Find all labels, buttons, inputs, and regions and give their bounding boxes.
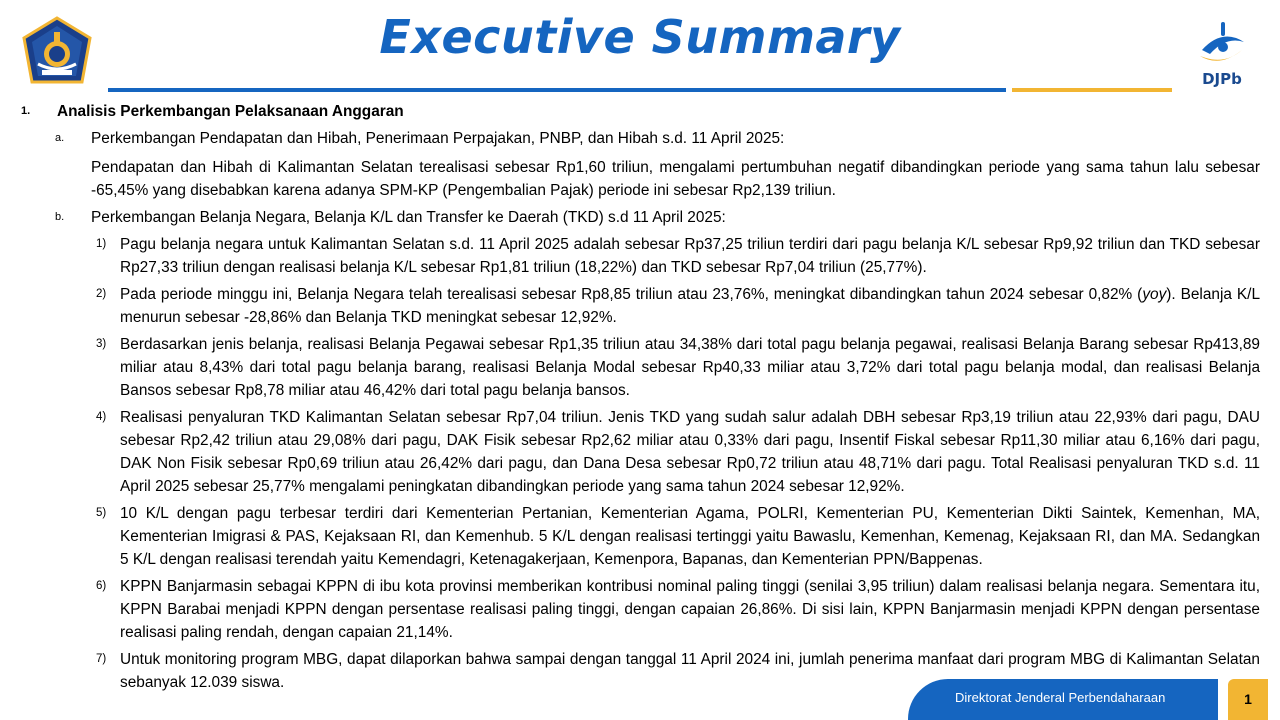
list-item-number: 7) (96, 653, 107, 665)
list-item (0, 575, 1280, 644)
title-underline-gold (1012, 88, 1172, 92)
list-item-text: Untuk monitoring program MBG, dapat dilaporkan bahwa sampai dengan tanggal 11 April 2024 ini, jumlah penerima manfaat dari program MBG di Kalimantan Selatan sebanyak 12.039 siswa. (120, 651, 1260, 691)
section-heading (0, 100, 1280, 123)
list-item-text: Realisasi penyaluran TKD Kalimantan Selatan sebesar Rp7,04 triliun. Jenis TKD yang sudah salur adalah DBH sebesar Rp3,19 triliun atau 22,93% dari pagu, DAU sebesar Rp2,42 triliun atau 29,08% dari pagu, DAK Fisik sebesar Rp2,62 miliar atau 0,33% dari pagu, Insentif Fiskal sebesar Rp11,30 miliar atau 6,16% dari pagu, DAK Non Fisik sebesar Rp0,69 triliun atau 26,42% dari pagu, dan Dana Desa sebesar Rp0,72 triliun atau 48,71% dari pagu. Total Realisasi penyaluran TKD s.d. 11 April 2025 sebesar 25,77% mengalami peningkatan dibandingkan periode yang sama tahun 2024 sebesar 12,92%. (120, 409, 1260, 495)
subsection-a (0, 127, 1280, 150)
list-item-text: Pagu belanja negara untuk Kalimantan Selatan s.d. 11 April 2025 adalah sebesar Rp37,25 triliun terdiri dari pagu belanja K/L sebesar Rp9,92 triliun dan TKD sebesar Rp27,33 triliun dengan realisasi belanja K/L sebesar Rp1,81 triliun (18,22%) dan TKD sebesar Rp7,04 triliun (25,77%). (120, 236, 1260, 276)
subsection-b-marker: b. (55, 211, 65, 223)
list-item-text-part: ). Belanja K/L menurun sebesar -28,86% dan Belanja TKD meningkat sebesar 12,92%. (120, 286, 1260, 326)
subsection-a-heading: Perkembangan Pendapatan dan Hibah, Penerimaan Perpajakan, PNBP, dan Hibah s.d. 11 April 2025: (91, 130, 785, 147)
section-number: 1. (21, 105, 31, 117)
djpb-logo (1192, 20, 1252, 100)
list-item-number: 6) (96, 580, 107, 592)
list-item-number: 3) (96, 338, 107, 350)
title-underline-blue (108, 88, 1006, 92)
list-item (0, 233, 1280, 279)
list-item (0, 333, 1280, 402)
list-item-number: 1) (96, 238, 107, 250)
page-number: 1 (1228, 679, 1268, 720)
djpb-swirl-icon (1192, 20, 1252, 70)
footer-org-name: Direktorat Jenderal Perbendaharaan (955, 690, 1166, 705)
list-item-text: KPPN Banjarmasin sebagai KPPN di ibu kota provinsi memberikan kontribusi nominal paling tinggi (senilai 3,95 triliun) dalam realisasi belanja negara. Sementara itu, KPPN Barabai menjadi KPPN dengan persentase realisasi paling tinggi, dengan capaian 26,86%. Di sisi lain, KPPN Banjarmasin menjadi KPPN dengan persentase realisasi paling rendah, dengan capaian 21,14%. (120, 578, 1260, 641)
list-item (0, 283, 1280, 329)
subsection-b-list (0, 233, 1280, 694)
list-item-text-part: Pada periode minggu ini, Belanja Negara telah terealisasi sebesar Rp8,85 triliun atau 23,76%, meningkat dibandingkan tahun 2024 sebesar 0,82% ( (120, 286, 1143, 303)
list-item-number: 4) (96, 411, 107, 423)
summary-content (0, 100, 1280, 694)
list-item-text: Berdasarkan jenis belanja, realisasi Belanja Pegawai sebesar Rp1,35 triliun atau 34,38% dari total pagu belanja pegawai, realisasi Belanja Barang sebesar Rp413,89 miliar atau 8,43% dari total pagu belanja barang, realisasi Belanja Modal sebesar Rp40,33 miliar atau 3,72% dari total pagu belanja modal, dan realisasi Belanja Bansos sebesar Rp8,78 miliar atau 46,42% dari total pagu belanja bansos. (120, 336, 1260, 399)
section-title: Analisis Perkembangan Pelaksanaan Anggaran (57, 103, 404, 120)
subsection-a-body: Pendapatan dan Hibah di Kalimantan Selatan terealisasi sebesar Rp1,60 triliun, mengalami pertumbuhan negatif dibandingkan periode yang sama tahun lalu sebesar -65,45% yang disebabkan karena adanya SPM-KP (Pengembalian Pajak) periode ini sebesar Rp2,139 triliun. (91, 159, 1260, 199)
subsection-b-heading: Perkembangan Belanja Negara, Belanja K/L dan Transfer ke Daerah (TKD) s.d 11 April 2025: (91, 209, 726, 226)
list-item (0, 502, 1280, 571)
subsection-b (0, 206, 1280, 229)
list-item-number: 5) (96, 507, 107, 519)
list-item-text-emphasis: yoy (1142, 286, 1167, 303)
list-item (0, 406, 1280, 498)
list-item-text: 10 K/L dengan pagu terbesar terdiri dari Kementerian Pertanian, Kementerian Agama, POLRI, Kementerian PU, Kementerian Dikti Saintek, Kemenhan, MA, Kementerian Imigrasi & PAS, Kejaksaan RI, dan Kemenhub. 5 K/L dengan realisasi tertinggi yaitu Bawaslu, Kemenhan, Kemenag, Kejaksaan RI, dan MA. Sedangkan 5 K/L dengan realisasi terendah yaitu Kemendagri, Ketenagakerjaan, Kemenpora, Bapanas, dan Kementerian PPN/Bappenas. (120, 505, 1260, 568)
djpb-logo-text: DJPb (1202, 70, 1242, 88)
list-item-number: 2) (96, 288, 107, 300)
list-item-text (120, 283, 1260, 329)
page-title: Executive Summary (379, 10, 901, 64)
subsection-a-marker: a. (55, 132, 65, 144)
